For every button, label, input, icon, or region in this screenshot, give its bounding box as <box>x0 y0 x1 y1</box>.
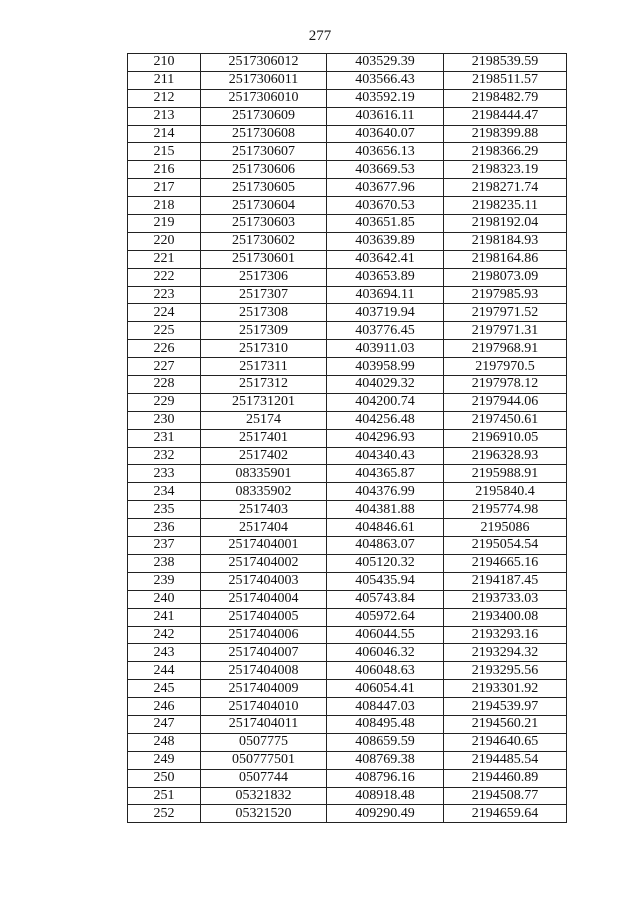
code-cell: 2517306010 <box>201 89 327 107</box>
y-coordinate-cell: 2198073.09 <box>444 268 567 286</box>
code-cell: 2517404002 <box>201 554 327 572</box>
x-coordinate-cell: 404381.88 <box>327 501 444 519</box>
x-coordinate-cell: 403640.07 <box>327 125 444 143</box>
y-coordinate-cell: 2198511.57 <box>444 71 567 89</box>
point-number-cell: 229 <box>128 393 201 411</box>
point-number-cell: 211 <box>128 71 201 89</box>
point-number-cell: 227 <box>128 358 201 376</box>
code-cell: 2517404011 <box>201 715 327 733</box>
y-coordinate-cell: 2194640.65 <box>444 733 567 751</box>
y-coordinate-cell: 2198184.93 <box>444 232 567 250</box>
point-number-cell: 219 <box>128 215 201 233</box>
x-coordinate-cell: 404863.07 <box>327 537 444 555</box>
point-number-cell: 222 <box>128 268 201 286</box>
code-cell: 251730601 <box>201 250 327 268</box>
point-number-cell: 217 <box>128 179 201 197</box>
y-coordinate-cell: 2194485.54 <box>444 751 567 769</box>
table-row <box>128 662 567 680</box>
y-coordinate-cell: 2198271.74 <box>444 179 567 197</box>
x-coordinate-cell: 406054.41 <box>327 680 444 698</box>
x-coordinate-cell: 404376.99 <box>327 483 444 501</box>
code-cell: 0507775 <box>201 733 327 751</box>
y-coordinate-cell: 2195774.98 <box>444 501 567 519</box>
x-coordinate-cell: 404340.43 <box>327 447 444 465</box>
point-number-cell: 231 <box>128 429 201 447</box>
y-coordinate-cell: 2198444.47 <box>444 107 567 125</box>
point-number-cell: 212 <box>128 89 201 107</box>
y-coordinate-cell: 2195840.4 <box>444 483 567 501</box>
point-number-cell: 225 <box>128 322 201 340</box>
table-row <box>128 215 567 233</box>
code-cell: 251731201 <box>201 393 327 411</box>
point-number-cell: 235 <box>128 501 201 519</box>
x-coordinate-cell: 404200.74 <box>327 393 444 411</box>
table-row <box>128 107 567 125</box>
code-cell: 251730607 <box>201 143 327 161</box>
x-coordinate-cell: 408769.38 <box>327 751 444 769</box>
table-row <box>128 143 567 161</box>
y-coordinate-cell: 2193301.92 <box>444 680 567 698</box>
page-number: 277 <box>308 28 332 44</box>
code-cell: 2517404007 <box>201 644 327 662</box>
code-cell: 2517404003 <box>201 572 327 590</box>
point-number-cell: 220 <box>128 232 201 250</box>
code-cell: 2517404 <box>201 519 327 537</box>
table-row <box>128 358 567 376</box>
point-number-cell: 237 <box>128 537 201 555</box>
x-coordinate-cell: 405435.94 <box>327 572 444 590</box>
point-number-cell: 246 <box>128 698 201 716</box>
coordinates-table <box>127 53 567 823</box>
code-cell: 251730606 <box>201 161 327 179</box>
point-number-cell: 239 <box>128 572 201 590</box>
code-cell: 251730609 <box>201 107 327 125</box>
y-coordinate-cell: 2194659.64 <box>444 805 567 823</box>
table-row <box>128 698 567 716</box>
code-cell: 2517401 <box>201 429 327 447</box>
point-number-cell: 215 <box>128 143 201 161</box>
code-cell: 08335901 <box>201 465 327 483</box>
table-row <box>128 429 567 447</box>
code-cell: 251730604 <box>201 197 327 215</box>
y-coordinate-cell: 2198366.29 <box>444 143 567 161</box>
y-coordinate-cell: 2193400.08 <box>444 608 567 626</box>
x-coordinate-cell: 403653.89 <box>327 268 444 286</box>
code-cell: 2517404010 <box>201 698 327 716</box>
code-cell: 05321520 <box>201 805 327 823</box>
y-coordinate-cell: 2193293.16 <box>444 626 567 644</box>
point-number-cell: 252 <box>128 805 201 823</box>
code-cell: 251730603 <box>201 215 327 233</box>
point-number-cell: 218 <box>128 197 201 215</box>
x-coordinate-cell: 408495.48 <box>327 715 444 733</box>
code-cell: 2517404008 <box>201 662 327 680</box>
y-coordinate-cell: 2197968.91 <box>444 340 567 358</box>
code-cell: 0507744 <box>201 769 327 787</box>
code-cell: 2517309 <box>201 322 327 340</box>
x-coordinate-cell: 409290.49 <box>327 805 444 823</box>
x-coordinate-cell: 406044.55 <box>327 626 444 644</box>
table-row <box>128 554 567 572</box>
x-coordinate-cell: 403656.13 <box>327 143 444 161</box>
table-row <box>128 232 567 250</box>
table-row <box>128 179 567 197</box>
code-cell: 251730605 <box>201 179 327 197</box>
x-coordinate-cell: 403669.53 <box>327 161 444 179</box>
x-coordinate-cell: 403911.03 <box>327 340 444 358</box>
code-cell: 2517308 <box>201 304 327 322</box>
y-coordinate-cell: 2197944.06 <box>444 393 567 411</box>
y-coordinate-cell: 2193733.03 <box>444 590 567 608</box>
table-row <box>128 590 567 608</box>
code-cell: 2517403 <box>201 501 327 519</box>
code-cell: 2517306011 <box>201 71 327 89</box>
point-number-cell: 213 <box>128 107 201 125</box>
point-number-cell: 223 <box>128 286 201 304</box>
y-coordinate-cell: 2198482.79 <box>444 89 567 107</box>
code-cell: 2517404006 <box>201 626 327 644</box>
x-coordinate-cell: 403719.94 <box>327 304 444 322</box>
x-coordinate-cell: 404846.61 <box>327 519 444 537</box>
code-cell: 05321832 <box>201 787 327 805</box>
point-number-cell: 248 <box>128 733 201 751</box>
y-coordinate-cell: 2194665.16 <box>444 554 567 572</box>
x-coordinate-cell: 403651.85 <box>327 215 444 233</box>
table-row <box>128 608 567 626</box>
table-row <box>128 250 567 268</box>
point-number-cell: 236 <box>128 519 201 537</box>
y-coordinate-cell: 2197450.61 <box>444 411 567 429</box>
table-row <box>128 71 567 89</box>
table-row <box>128 286 567 304</box>
y-coordinate-cell: 2196328.93 <box>444 447 567 465</box>
table-row <box>128 411 567 429</box>
table-row <box>128 805 567 823</box>
x-coordinate-cell: 408659.59 <box>327 733 444 751</box>
code-cell: 25174 <box>201 411 327 429</box>
y-coordinate-cell: 2194560.21 <box>444 715 567 733</box>
x-coordinate-cell: 405120.32 <box>327 554 444 572</box>
table-row <box>128 680 567 698</box>
y-coordinate-cell: 2197978.12 <box>444 376 567 394</box>
x-coordinate-cell: 405972.64 <box>327 608 444 626</box>
code-cell: 2517306012 <box>201 54 327 72</box>
code-cell: 2517402 <box>201 447 327 465</box>
x-coordinate-cell: 408918.48 <box>327 787 444 805</box>
point-number-cell: 244 <box>128 662 201 680</box>
table-row <box>128 304 567 322</box>
x-coordinate-cell: 406046.32 <box>327 644 444 662</box>
y-coordinate-cell: 2198235.11 <box>444 197 567 215</box>
x-coordinate-cell: 403639.89 <box>327 232 444 250</box>
point-number-cell: 210 <box>128 54 201 72</box>
x-coordinate-cell: 406048.63 <box>327 662 444 680</box>
x-coordinate-cell: 404256.48 <box>327 411 444 429</box>
point-number-cell: 241 <box>128 608 201 626</box>
point-number-cell: 250 <box>128 769 201 787</box>
x-coordinate-cell: 403529.39 <box>327 54 444 72</box>
x-coordinate-cell: 405743.84 <box>327 590 444 608</box>
table-row <box>128 322 567 340</box>
point-number-cell: 249 <box>128 751 201 769</box>
point-number-cell: 221 <box>128 250 201 268</box>
table-row <box>128 733 567 751</box>
x-coordinate-cell: 403566.43 <box>327 71 444 89</box>
code-cell: 2517306 <box>201 268 327 286</box>
table-row <box>128 125 567 143</box>
y-coordinate-cell: 2194508.77 <box>444 787 567 805</box>
code-cell: 08335902 <box>201 483 327 501</box>
point-number-cell: 230 <box>128 411 201 429</box>
table-row <box>128 644 567 662</box>
y-coordinate-cell: 2193294.32 <box>444 644 567 662</box>
x-coordinate-cell: 403616.11 <box>327 107 444 125</box>
code-cell: 251730602 <box>201 232 327 250</box>
x-coordinate-cell: 403958.99 <box>327 358 444 376</box>
table-row <box>128 537 567 555</box>
point-number-cell: 234 <box>128 483 201 501</box>
x-coordinate-cell: 403677.96 <box>327 179 444 197</box>
point-number-cell: 214 <box>128 125 201 143</box>
table-row <box>128 572 567 590</box>
table-row <box>128 197 567 215</box>
y-coordinate-cell: 2194187.45 <box>444 572 567 590</box>
y-coordinate-cell: 2197970.5 <box>444 358 567 376</box>
y-coordinate-cell: 2195086 <box>444 519 567 537</box>
y-coordinate-cell: 2194460.89 <box>444 769 567 787</box>
y-coordinate-cell: 2198192.04 <box>444 215 567 233</box>
x-coordinate-cell: 408796.16 <box>327 769 444 787</box>
point-number-cell: 247 <box>128 715 201 733</box>
code-cell: 2517404009 <box>201 680 327 698</box>
x-coordinate-cell: 403694.11 <box>327 286 444 304</box>
table-row <box>128 715 567 733</box>
point-number-cell: 233 <box>128 465 201 483</box>
table-row <box>128 501 567 519</box>
table-row <box>128 769 567 787</box>
code-cell: 050777501 <box>201 751 327 769</box>
code-cell: 2517311 <box>201 358 327 376</box>
code-cell: 2517312 <box>201 376 327 394</box>
table-row <box>128 465 567 483</box>
point-number-cell: 224 <box>128 304 201 322</box>
y-coordinate-cell: 2195988.91 <box>444 465 567 483</box>
x-coordinate-cell: 403592.19 <box>327 89 444 107</box>
table-row <box>128 89 567 107</box>
x-coordinate-cell: 403776.45 <box>327 322 444 340</box>
y-coordinate-cell: 2197971.52 <box>444 304 567 322</box>
point-number-cell: 245 <box>128 680 201 698</box>
code-cell: 2517404004 <box>201 590 327 608</box>
x-coordinate-cell: 404029.32 <box>327 376 444 394</box>
point-number-cell: 242 <box>128 626 201 644</box>
y-coordinate-cell: 2198399.88 <box>444 125 567 143</box>
x-coordinate-cell: 403670.53 <box>327 197 444 215</box>
code-cell: 2517404005 <box>201 608 327 626</box>
table-row <box>128 268 567 286</box>
x-coordinate-cell: 408447.03 <box>327 698 444 716</box>
code-cell: 2517307 <box>201 286 327 304</box>
y-coordinate-cell: 2197971.31 <box>444 322 567 340</box>
point-number-cell: 232 <box>128 447 201 465</box>
point-number-cell: 228 <box>128 376 201 394</box>
y-coordinate-cell: 2198323.19 <box>444 161 567 179</box>
point-number-cell: 226 <box>128 340 201 358</box>
table-row <box>128 519 567 537</box>
table-row <box>128 340 567 358</box>
coordinates-table-body <box>128 54 567 823</box>
point-number-cell: 243 <box>128 644 201 662</box>
y-coordinate-cell: 2193295.56 <box>444 662 567 680</box>
y-coordinate-cell: 2197985.93 <box>444 286 567 304</box>
x-coordinate-cell: 404365.87 <box>327 465 444 483</box>
y-coordinate-cell: 2198539.59 <box>444 54 567 72</box>
x-coordinate-cell: 403642.41 <box>327 250 444 268</box>
code-cell: 251730608 <box>201 125 327 143</box>
table-row <box>128 376 567 394</box>
y-coordinate-cell: 2196910.05 <box>444 429 567 447</box>
table-row <box>128 161 567 179</box>
y-coordinate-cell: 2198164.86 <box>444 250 567 268</box>
point-number-cell: 240 <box>128 590 201 608</box>
table-row <box>128 626 567 644</box>
table-row <box>128 787 567 805</box>
table-row <box>128 483 567 501</box>
code-cell: 2517404001 <box>201 537 327 555</box>
point-number-cell: 238 <box>128 554 201 572</box>
code-cell: 2517310 <box>201 340 327 358</box>
table-row <box>128 751 567 769</box>
table-row <box>128 393 567 411</box>
y-coordinate-cell: 2195054.54 <box>444 537 567 555</box>
y-coordinate-cell: 2194539.97 <box>444 698 567 716</box>
table-row <box>128 54 567 72</box>
table-row <box>128 447 567 465</box>
point-number-cell: 251 <box>128 787 201 805</box>
x-coordinate-cell: 404296.93 <box>327 429 444 447</box>
point-number-cell: 216 <box>128 161 201 179</box>
